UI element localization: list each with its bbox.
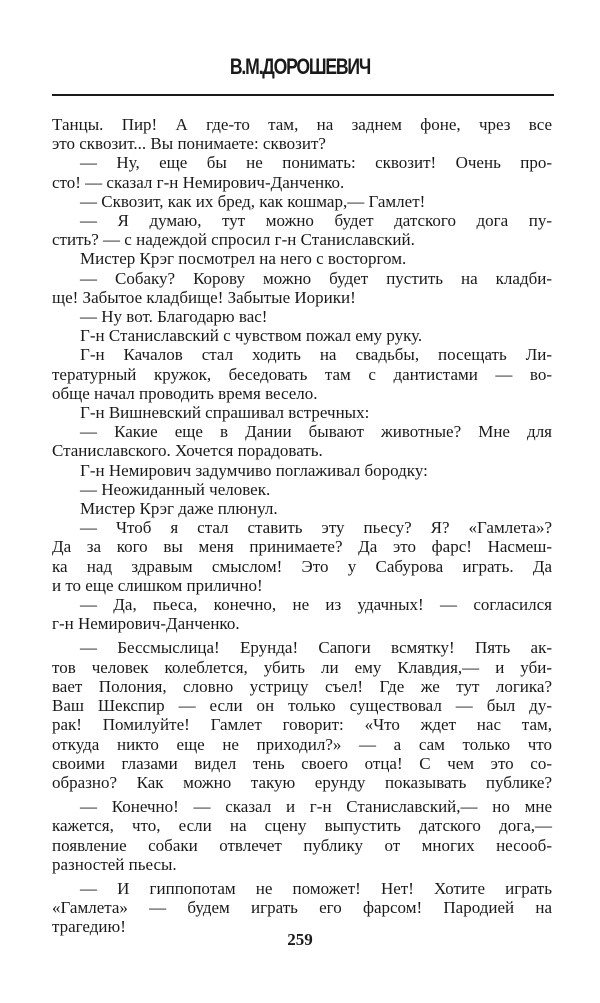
text-line: Станиславского. Хочется порадовать.	[52, 441, 323, 461]
text-line: — Бессмыслица! Ерунда! Сапоги всмятку! Пять ак-	[80, 638, 552, 658]
text-line: разностей пьесы.	[52, 854, 177, 874]
text-line: Мистер Крэг посмотрел на него с восторгом.	[80, 249, 407, 269]
text-line: Да за кого вы меня принимаете? Да это фарс! Насмеш-	[52, 537, 552, 557]
text-line: — Какие еще в Дании бывают животные? Мне для	[80, 422, 552, 442]
text-line: — Неожиданный человек.	[80, 479, 271, 499]
text-line: откуда никто еще не приходил?» — а сам только что	[52, 734, 552, 754]
text-line: — Я думаю, тут можно будет датского дога пу-	[80, 211, 552, 231]
header-rule	[52, 94, 554, 96]
text-line: образно? Как можно такую ерунду показывать публике?	[52, 772, 552, 792]
text-line: сто! — сказал г-н Немирович-Данченко.	[52, 172, 345, 192]
text-line: рак! Помилуйте! Гамлет говорит: «Что ждет нас там,	[52, 715, 552, 735]
running-title: В.М.ДОРОШЕВИЧ	[229, 54, 371, 79]
body-text	[52, 115, 552, 937]
text-line: — Да, пьеса, конечно, не из удачных! — согласился	[80, 595, 552, 615]
text-line: — Конечно! — сказал и г-н Станиславский,— но мне	[80, 797, 552, 817]
text-line: вает Полония, словно устрицу съел! Где же тут логика?	[52, 676, 552, 696]
text-line: своими глазами видел тень своего отца! С чем это со-	[52, 753, 552, 773]
text-line: это сквозит... Вы понимаете: сквозит?	[52, 134, 326, 154]
text-line: ка над здравым смыслом! Это у Сабурова играть. Да	[52, 556, 552, 576]
text-line: кажется, что, если на сцену выпустить датского дога,—	[52, 816, 552, 836]
text-line: Г-н Вишневский спрашивал встречных:	[80, 403, 370, 423]
text-line: тов человек колеблется, убить ли ему Клавдия,— и уби-	[52, 657, 552, 677]
text-line: Мистер Крэг даже плюнул.	[80, 499, 278, 519]
text-line: «Гамлета» — будем играть его фарсом! Пародией на	[52, 898, 552, 918]
text-line: стить? — с надеждой спросил г-н Станиславский.	[52, 230, 415, 250]
text-line: — Ну, еще бы не понимать: сквозит! Очень про-	[80, 153, 552, 173]
page-number: 259	[287, 930, 313, 949]
text-line: Ваш Шекспир — если он только существовал — был ду-	[52, 696, 552, 716]
text-line: Танцы. Пир! А где-то там, на заднем фоне, чрез все	[52, 115, 552, 134]
text-line: Г-н Качалов стал ходить на свадьбы, посещать Ли-	[80, 345, 552, 365]
text-line: Г-н Немирович задумчиво поглаживал бородку:	[80, 460, 428, 480]
text-line: появление собаки отвлечет публику от многих несооб-	[52, 835, 552, 855]
text-line: г-н Немирович-Данченко.	[52, 614, 240, 634]
text-line: и то еще слишком прилично!	[52, 575, 263, 595]
text-line: — Собаку? Корову можно будет пустить на кладби-	[80, 268, 552, 288]
text-line: Г-н Станиславский с чувством пожал ему руку.	[80, 326, 423, 346]
text-line: ще! Забытое кладбище! Забытые Иорики!	[52, 287, 356, 307]
text-line: — И гиппопотам не поможет! Нет! Хотите играть	[80, 878, 552, 898]
text-line: — Ну вот. Благодарю вас!	[80, 307, 268, 327]
text-line: тературный кружок, беседовать там с дантистами — во-	[52, 364, 552, 384]
text-line: — Сквозит, как их бред, как кошмар,— Гамлет!	[80, 191, 426, 211]
text-line: — Чтоб я стал ставить эту пьесу? Я? «Гамлета»?	[80, 518, 552, 538]
text-line: обще начал проводить время весело.	[52, 383, 318, 403]
text-line: трагедию!	[52, 917, 126, 937]
